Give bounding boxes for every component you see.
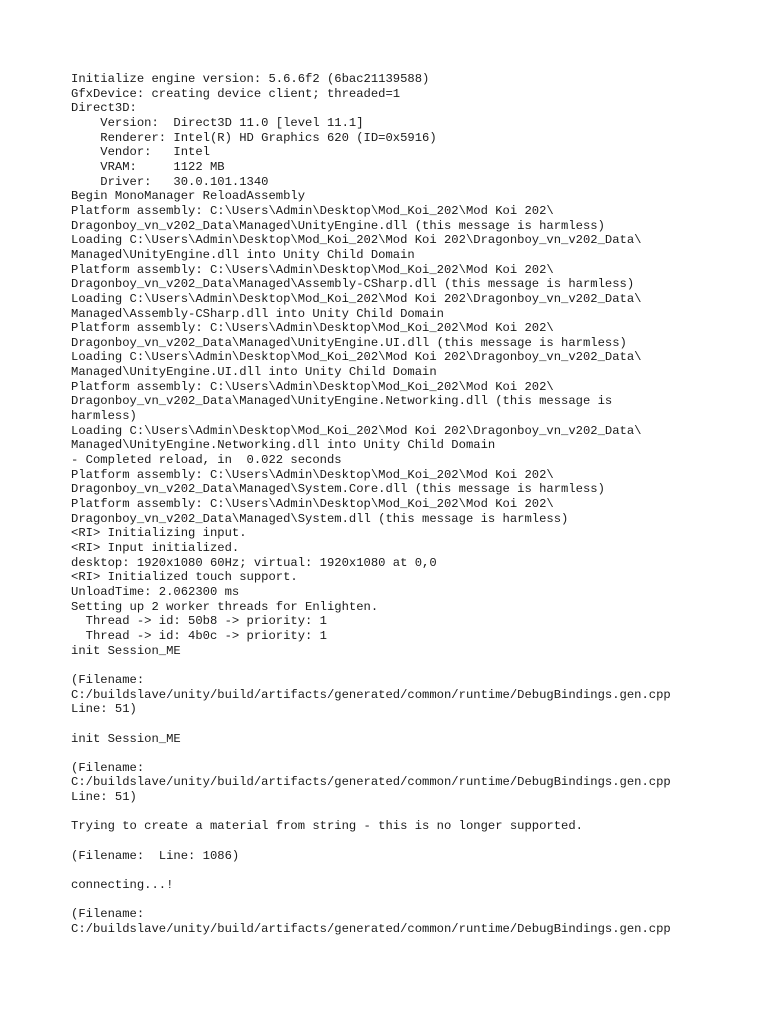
log-line: - Completed reload, in 0.022 seconds bbox=[71, 453, 342, 468]
log-line: Platform assembly: C:\Users\Admin\Desktop\Mod_Koi_202\Mod Koi 202\ bbox=[71, 203, 554, 218]
log-line bbox=[71, 805, 711, 820]
log-line: <RI> Initialized touch support. bbox=[71, 570, 298, 585]
log-line: init Session_ME bbox=[71, 643, 181, 658]
log-line: UnloadTime: 2.062300 ms bbox=[71, 584, 240, 599]
log-line: init Session_ME bbox=[71, 731, 181, 746]
log-line: Vendor: Intel bbox=[71, 145, 210, 160]
log-line: VRAM: 1122 MB bbox=[71, 159, 225, 174]
log-line: Managed\Assembly-CSharp.dll into Unity Child Domain bbox=[71, 306, 444, 321]
log-line: (Filename: bbox=[71, 907, 145, 922]
log-line: Managed\UnityEngine.dll into Unity Child Domain bbox=[71, 247, 415, 262]
log-line: C:/buildslave/unity/build/artifacts/generated/common/runtime/DebugBindings.gen.cpp bbox=[71, 775, 671, 790]
log-line: Line: 51) bbox=[71, 702, 137, 717]
log-line: Thread -> id: 4b0c -> priority: 1 bbox=[71, 628, 327, 643]
log-line: <RI> Input initialized. bbox=[71, 541, 240, 555]
log-line: Renderer: Intel(R) HD Graphics 620 (ID=0x5916) bbox=[71, 130, 437, 145]
log-line bbox=[71, 658, 711, 673]
log-line: C:/buildslave/unity/build/artifacts/generated/common/runtime/DebugBindings.gen.cpp bbox=[71, 687, 671, 702]
log-line: Dragonboy_vn_v202_Data\Managed\System.dll (this message is harmless) bbox=[71, 511, 569, 526]
log-line: desktop: 1920x1080 60Hz; virtual: 1920x1080 at 0,0 bbox=[71, 555, 437, 570]
log-line bbox=[71, 893, 711, 908]
log-line: Dragonboy_vn_v202_Data\Managed\UnityEngine.Networking.dll (this message is bbox=[71, 394, 613, 409]
log-line bbox=[71, 746, 711, 761]
log-line bbox=[71, 834, 711, 849]
log-line: Platform assembly: C:\Users\Admin\Desktop\Mod_Koi_202\Mod Koi 202\ bbox=[71, 262, 554, 277]
log-line: harmless) bbox=[71, 409, 137, 424]
log-line: (Filename: bbox=[71, 672, 145, 687]
log-line: Dragonboy_vn_v202_Data\Managed\UnityEngine.UI.dll (this message is harmless) bbox=[71, 335, 627, 350]
log-line: Platform assembly: C:\Users\Admin\Desktop\Mod_Koi_202\Mod Koi 202\ bbox=[71, 467, 554, 482]
log-line: Thread -> id: 50b8 -> priority: 1 bbox=[71, 614, 327, 629]
log-line: Direct3D: bbox=[71, 101, 137, 116]
log-line: Setting up 2 worker threads for Enlighten. bbox=[71, 599, 379, 614]
log-line: <RI> Initializing input. bbox=[71, 526, 247, 541]
log-line: Dragonboy_vn_v202_Data\Managed\UnityEngine.dll (this message is harmless) bbox=[71, 218, 605, 233]
log-line: Dragonboy_vn_v202_Data\Managed\System.Core.dll (this message is harmless) bbox=[71, 482, 605, 497]
log-line: Begin MonoManager ReloadAssembly bbox=[71, 189, 306, 204]
log-line: Platform assembly: C:\Users\Admin\Desktop\Mod_Koi_202\Mod Koi 202\ bbox=[71, 379, 554, 394]
log-line: Version: Direct3D 11.0 [level 11.1] bbox=[71, 115, 364, 130]
log-line bbox=[71, 717, 711, 732]
log-document bbox=[71, 72, 711, 937]
log-line: connecting...! bbox=[71, 878, 174, 892]
log-line: Loading C:\Users\Admin\Desktop\Mod_Koi_202\Mod Koi 202\Dragonboy_vn_v202_Data\ bbox=[71, 233, 642, 248]
log-line: Loading C:\Users\Admin\Desktop\Mod_Koi_202\Mod Koi 202\Dragonboy_vn_v202_Data\ bbox=[71, 423, 642, 438]
log-line: Loading C:\Users\Admin\Desktop\Mod_Koi_202\Mod Koi 202\Dragonboy_vn_v202_Data\ bbox=[71, 350, 642, 365]
log-line: Line: 51) bbox=[71, 790, 137, 805]
log-line: Platform assembly: C:\Users\Admin\Desktop\Mod_Koi_202\Mod Koi 202\ bbox=[71, 321, 554, 336]
log-line: Loading C:\Users\Admin\Desktop\Mod_Koi_202\Mod Koi 202\Dragonboy_vn_v202_Data\ bbox=[71, 291, 642, 306]
log-line: Initialize engine version: 5.6.6f2 (6bac21139588) bbox=[71, 72, 430, 86]
log-line: GfxDevice: creating device client; threaded=1 bbox=[71, 86, 401, 101]
log-line: Managed\UnityEngine.Networking.dll into Unity Child Domain bbox=[71, 438, 496, 453]
log-line bbox=[71, 863, 711, 878]
log-line: (Filename: bbox=[71, 760, 145, 775]
log-line: (Filename: Line: 1086) bbox=[71, 848, 240, 863]
log-line: Driver: 30.0.101.1340 bbox=[71, 174, 269, 189]
log-line: Platform assembly: C:\Users\Admin\Desktop\Mod_Koi_202\Mod Koi 202\ bbox=[71, 497, 554, 512]
log-line: Trying to create a material from string - this is no longer supported. bbox=[71, 819, 583, 834]
log-line: C:/buildslave/unity/build/artifacts/generated/common/runtime/DebugBindings.gen.cpp bbox=[71, 921, 671, 936]
log-line: Dragonboy_vn_v202_Data\Managed\Assembly-CSharp.dll (this message is harmless) bbox=[71, 277, 635, 292]
log-line: Managed\UnityEngine.UI.dll into Unity Child Domain bbox=[71, 365, 437, 380]
